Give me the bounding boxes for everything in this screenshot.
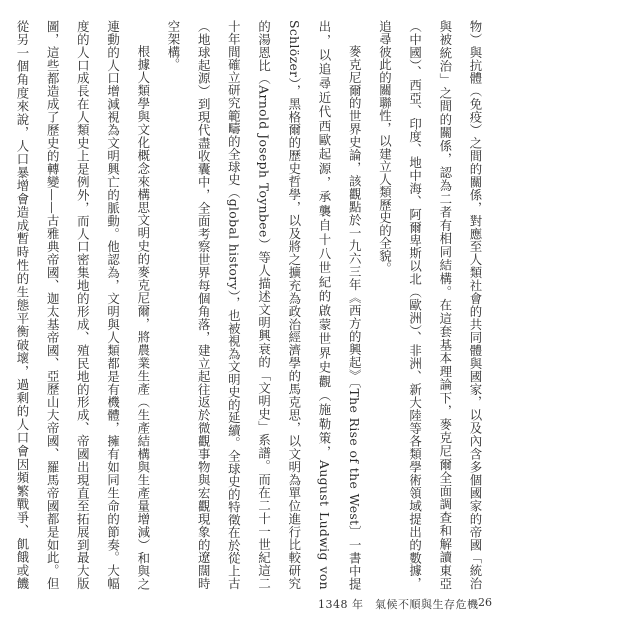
paragraph-3: 根據人類學與文化概念來構思文明史的麥克尼爾，將農業生產（生產結構與生產量增減）和與之連動的人口增減視為文明興亡的脈動。他認為，文明與人類都是有機體，擁有如同生命的節奏。大幅度的人口成長在人類史上是例外，而人口密集地的形成、殖民地的形成、帝國出現直至拓展到最大版圖，這些都造成了歷史的轉變——古雅典帝國、迦太基帝國、亞歷山大帝國、羅馬帝國都是如此。但從另一個角度來說，人口暴增會造成暫時性的生態平衡破壞，過剩的人口會因頻繁戰爭、飢餓或饑 [14,20,151,590]
page-footer [0,596,640,614]
page-number: 26 [478,596,492,609]
paragraph-2: 麥克尼爾的世界史論，該觀點於一九六三年《西方的興起》〔The Rise of the West〕一書中提出，以追尋近代西歐起源，承襲自十八世紀的啟蒙世界史觀（施勒策，August Ludwig von Schlözer），黑格爾的歷史哲學，以及將之擴充為政治經濟學的馬克思，以文明為單位進行比較研究的湯恩比（Arnold Joseph Toynbee）等人描述文明興衰的「文明史」系譜。而在二十一世紀這二十年間確立研究範疇的全球史（global history），也被視為文明史的延續。全球史的特徵在於從上古（地球起源）到現代盡收囊中，全面考察世界每個角落，建立起往返於微觀事物與宏觀現象的遼闊時空架構。 [165,20,363,590]
body-text [0,20,490,590]
running-title: 1348 年 氣候不順與生存危機 [318,598,479,611]
paragraph-1: 物）與抗體（免疫）之間的關係，對應至人類社會的共同體與國家，以及內含多個國家的帝國「統治與被統治」之間的關係，認為二者有相同結構。在這套基本理論下，麥克尼爾全面調查和解讀東亞（中國）、西亞、印度、地中海、阿爾卑斯以北（歐洲）、非洲、新大陸等各類學術領域提出的數據，追尋彼此的關聯性，以建立人類歷史的全貌。 [377,20,483,590]
